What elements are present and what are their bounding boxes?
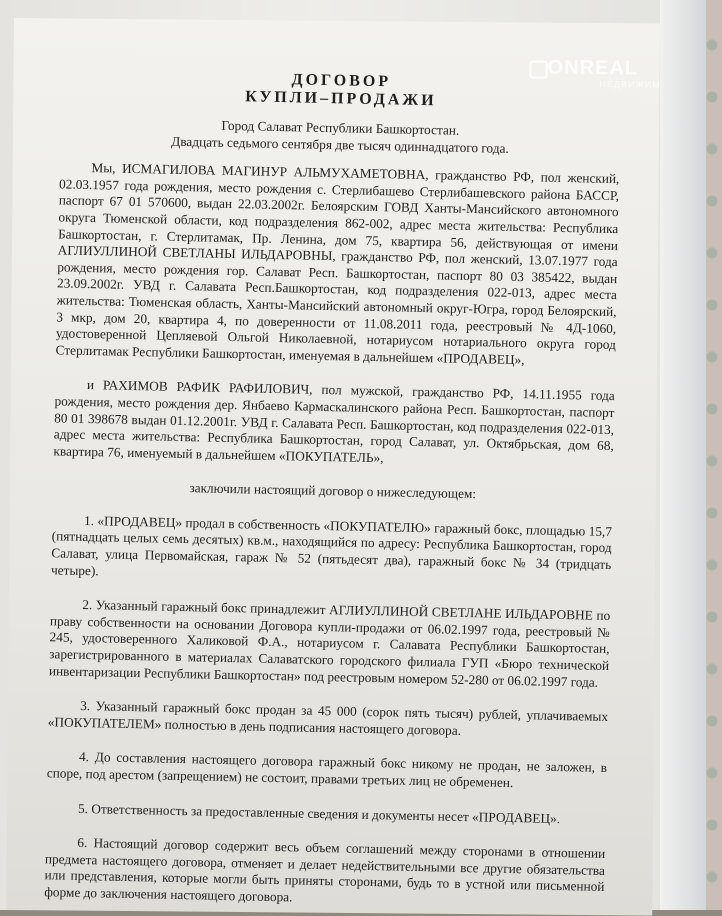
clause-2: 2. Указанный гаражный бокс принадлежит АГЛИУЛЛИНОЙ СВЕТЛАНЕ ИЛЬДАРОВНЕ по праву собственности на основании Договора купли-продажи от 06.02.1997 года, реестровый № 245, удостоверенного Халиковой Ф.А., нотариусом г. Салавата Республики Башкортостан, зарегистрированного в материалах Салаватского городского филиала ГУП «Бюро технической инвентаризации Республики Башкортостан» под реестровым номером 52-280 от 06.02.1997 года. xyxy=(48,597,611,690)
contract-text xyxy=(44,66,621,912)
doc-title-line1: ДОГОВОР xyxy=(291,71,392,91)
seller-paragraph: Мы, ИСМАГИЛОВА МАГИНУР АЛЬМУХАМЕТОВНА, гражданство РФ, пол женский, 02.03.1957 года рождения, место рождения с. Стерлибашево Стерлибашевского района БАССР, паспорт 67 01 570600, выдан 22.03.2002г. Белоярским ГОВД Ханты-Мансийского автономного округа Тюменской области, код подразделения 862-002, адрес места жительства: Республика Башкортостан, г. Стерлитамак, Пр. Ленина, дом 75, квартира 56, действующая от имени АГЛИУЛЛИНОЙ СВЕТЛАНЫ ИЛЬДАРОВНЫ, гражданство РФ, пол женский, 13.07.1977 года рождения, место рождения гор. Салават Респ. Башкортостан, паспорт 80 03 385422, выдан 23.09.2002г. УВД г. Салавата Респ.Башкортостан, код подразделения 022-013, адрес места жительства: Тюменская область, Ханты-Мансийский автономный округ-Югра, город Белоярский, 3 мкр, дом 20, квартира 4, по доверенности от 11.08.2011 года, реестровый № 4Д-1060, удостоверенной Цепляевой Ольгой Николаевной, нотариусом нотариального округа город Стерлитамак Республики Башкортостан, именуемая в дальнейшем «ПРОДАВЕЦ», xyxy=(55,160,620,367)
doc-title-line2: КУПЛИ–ПРОДАЖИ xyxy=(245,88,437,110)
clause-5: 5. Ответственность за предоставленные сведения и документы несет «ПРОДАВЕЦ». xyxy=(77,800,561,826)
watermark-sub: НЕДВИЖИМ xyxy=(599,79,661,90)
doc-city: Город Салават Республики Башкортостан. xyxy=(221,117,460,138)
clause-6: 6. Настоящий договор содержит весь объем соглашений между сторонами в отношении предмета настоящего договора, отменяет и делает недействительными все другие обязательства или представления, которые могли быть приняты сторонами, будь то в устной или письменной форме до заключения настоящего договора. xyxy=(44,835,606,905)
clause-4: 4. До составления настоящего договора гаражный бокс никому не продан, не заложен, в споре, под арестом (запрещением) не состоит, правами третьих лиц не обременен. xyxy=(46,749,608,791)
document-page xyxy=(6,18,660,916)
clause-3: 3. Указанный гаражный бокс продан за 45 000 (сорок пять тысяч) рублей, уплачиваемых «ПОКУПАТЕЛЕМ» полностью в день подписания настоящего договора. xyxy=(47,698,609,738)
buyer-paragraph: и РАХИМОВ РАФИК РАФИЛОВИЧ, пол мужской, гражданство РФ, 14.11.1955 года рождения, место рождения дер. Янбаево Кармаскалинского района Респ. Башкортостан, паспорт 80 01 398678 выдан 01.12.2001г. УВД г. Салавата Респ. Башкортостан, код подразделения 022-013, адрес места жительства: Республика Башкортостан, город Салават, ул. Октябрьская, дом 68, квартира 76, именуемый в дальнейшем «ПОКУПАТЕЛЬ», xyxy=(53,377,615,465)
concluded-line: заключили настоящий договор о нижеследующем: xyxy=(189,480,477,502)
sleeve-edge xyxy=(660,0,706,910)
doc-date: Двадцать седьмого сентября две тысяч одиннадцатого года. xyxy=(171,133,509,156)
watermark-brand: ONREAL xyxy=(547,56,639,80)
clause-1: 1. «ПРОДАВЕЦ» продал в собственность «ПОКУПАТЕЛЮ» гаражный бокс, площадью 15,7 (пятнадцать целых семь десятых) кв.м., находящийся по адресу: Республика Башкортостан, город Салават, улица Первомайская, гараж № 52 (пятьдесят два), гаражный бокс № 34 (тридцать четыре). xyxy=(50,512,613,578)
